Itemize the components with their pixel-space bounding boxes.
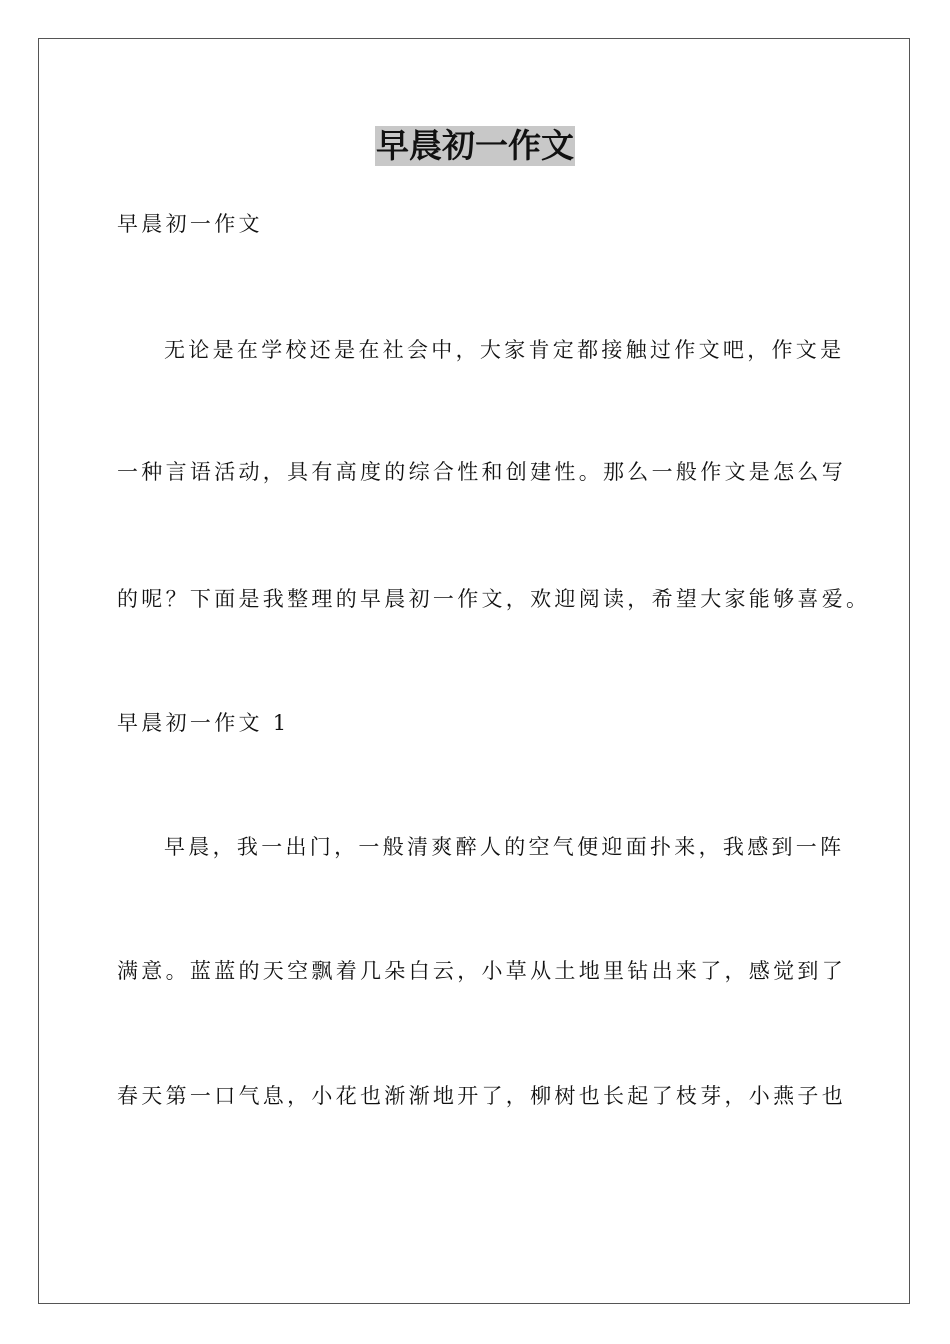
section-line-3: 春天第一口气息，小花也渐渐地开了，柳树也长起了枝芽，小燕子也 [117,1084,846,1108]
intro-line-2: 一种言语活动，具有高度的综合性和创建性。那么一般作文是怎么写 [117,460,846,484]
section-line-2: 满意。蓝蓝的天空飘着几朵白云，小草从土地里钻出来了，感觉到了 [117,959,846,983]
subtitle-line: 早晨初一作文 [117,212,263,236]
document-title: 早晨初一作文 [376,126,574,165]
title-container [0,126,950,166]
section-heading: 早晨初一作文 1 [117,711,290,735]
intro-line-1: 无论是在学校还是在社会中，大家肯定都接触过作文吧，作文是 [164,338,845,362]
intro-line-3: 的呢？下面是我整理的早晨初一作文，欢迎阅读，希望大家能够喜爱。 [117,587,871,611]
section-line-1: 早晨，我一出门，一般清爽醉人的空气便迎面扑来，我感到一阵 [164,835,845,859]
